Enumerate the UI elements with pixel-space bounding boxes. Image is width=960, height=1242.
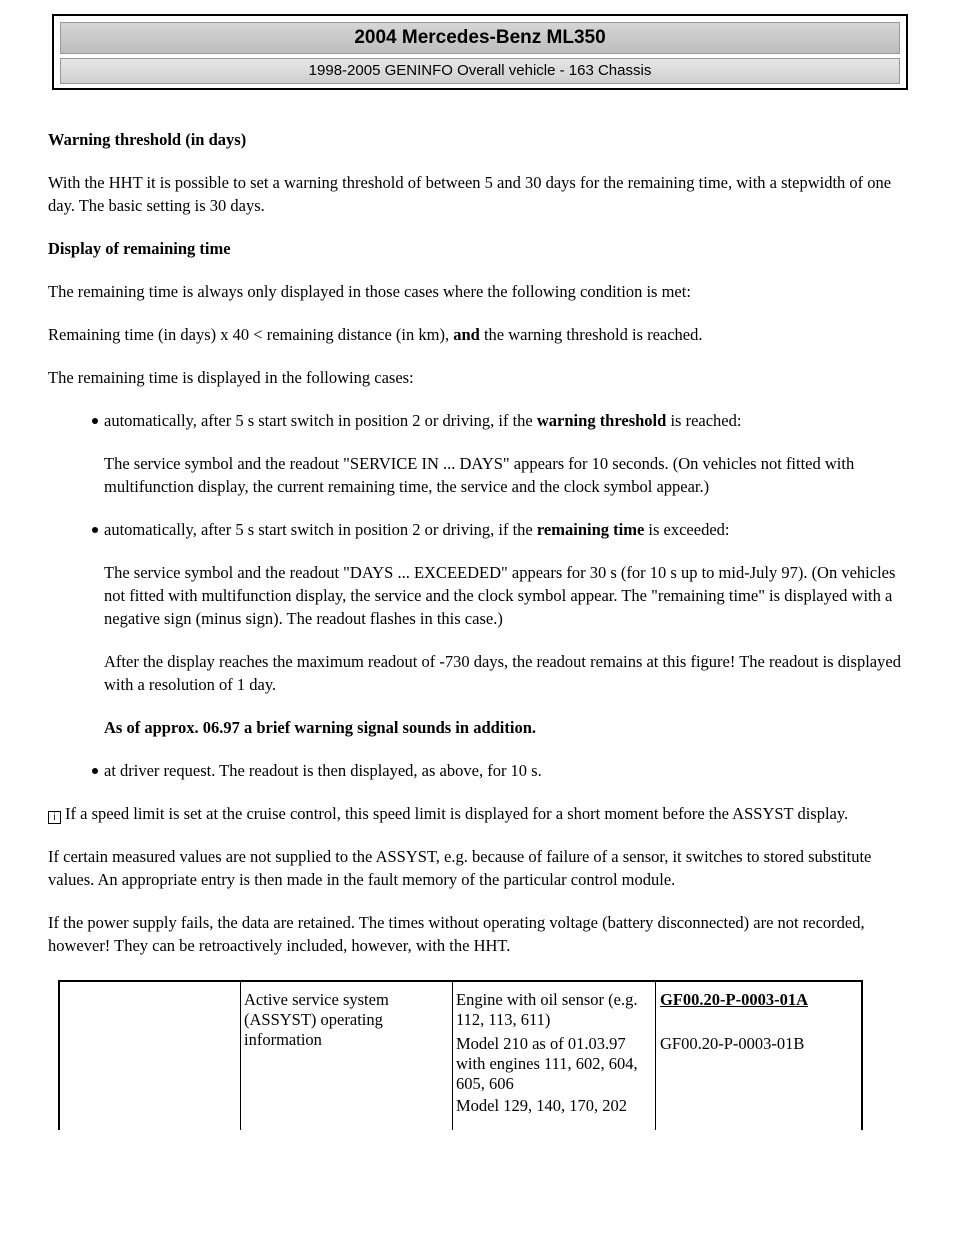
bullet-bold: remaining time bbox=[536, 520, 645, 539]
paragraph-power-supply: If the power supply fails, the data are retained. The times without operating voltage (battery disconnected) are not recorded, however! They can be retroactively included, however, with the HHT. bbox=[48, 913, 865, 955]
paragraph-cases: The remaining time is displayed in the following cases: bbox=[48, 368, 414, 387]
heading-warning-threshold: Warning threshold (in days) bbox=[48, 130, 247, 149]
bullet-text: automatically, after 5 s start switch in position 2 or driving, if the bbox=[104, 411, 537, 430]
bullet-icon bbox=[92, 768, 98, 774]
page-header bbox=[52, 14, 908, 90]
note-paragraph bbox=[48, 802, 908, 825]
paragraph-threshold: With the HHT it is possible to set a warning threshold of between 5 and 30 days for the remaining time, with a stepwidth of one day. The basic setting is 30 days. bbox=[48, 173, 892, 215]
bullet-icon bbox=[92, 418, 98, 424]
document-body bbox=[48, 128, 908, 977]
reference-table bbox=[58, 980, 863, 1130]
paragraph-substitute-values: If certain measured values are not supplied to the ASSYST, e.g. because of failure of a sensor, it switches to stored substitute values. An appropriate entry is then made in the fault memory of the particular control module. bbox=[48, 847, 872, 889]
bullet-subparagraph-bold: As of approx. 06.97 a brief warning signal sounds in addition. bbox=[104, 718, 537, 737]
bullet-tail: is exceeded: bbox=[644, 520, 730, 539]
formula-tail: the warning threshold is reached. bbox=[479, 325, 703, 344]
header-subtitle: 1998-2005 GENINFO Overall vehicle - 163 Chassis bbox=[60, 58, 900, 84]
formula-text: Remaining time (in days) x 40 < remaining distance (in km), bbox=[48, 325, 454, 344]
paragraph-formula bbox=[48, 323, 908, 346]
table-divider bbox=[655, 982, 656, 1130]
table-divider bbox=[240, 982, 241, 1130]
bullet-text: automatically, after 5 s start switch in position 2 or driving, if the bbox=[104, 520, 537, 539]
document-link[interactable]: GF00.20-P-0003-01A bbox=[660, 990, 809, 1009]
bullet-subparagraph: After the display reaches the maximum readout of -730 days, the readout remains at this figure! The readout is displayed with a resolution of 1 day. bbox=[104, 652, 901, 694]
bullet-text: at driver request. The readout is then displayed, as above, for 10 s. bbox=[104, 761, 542, 780]
header-title: 2004 Mercedes-Benz ML350 bbox=[60, 22, 900, 54]
bullet-tail: is reached: bbox=[666, 411, 742, 430]
table-divider bbox=[452, 982, 453, 1130]
table-cell-applicability: Model 129, 140, 170, 202 bbox=[456, 1096, 627, 1115]
info-icon: i bbox=[48, 811, 61, 824]
list-item bbox=[48, 759, 908, 782]
bullet-subparagraph: The service symbol and the readout "DAYS ... EXCEEDED" appears for 30 s (for 10 s up to mid-July 97). (On vehicles not fitted with multifunction display, the service and the clock symbol appear. The "remaining time" is displayed with a negative sign (minus sign). The readout flashes in this case.) bbox=[104, 563, 896, 628]
list-item bbox=[48, 409, 908, 432]
bullet-icon bbox=[92, 527, 98, 533]
table-cell-applicability: Engine with oil sensor (e.g. 112, 113, 611) bbox=[456, 990, 638, 1029]
table-cell-topic: Active service system (ASSYST) operating information bbox=[244, 990, 389, 1049]
bullet-subparagraph: The service symbol and the readout "SERVICE IN ... DAYS" appears for 10 seconds. (On vehicles not fitted with multifunction display, the current remaining time, the service and the clock symbol appear.) bbox=[104, 454, 855, 496]
note-text: If a speed limit is set at the cruise control, this speed limit is displayed for a short moment before the ASSYST display. bbox=[65, 804, 849, 823]
formula-and: and bbox=[453, 325, 480, 344]
paragraph-condition: The remaining time is always only displayed in those cases where the following condition is met: bbox=[48, 282, 691, 301]
bullet-bold: warning threshold bbox=[536, 411, 667, 430]
heading-display-remaining-time: Display of remaining time bbox=[48, 239, 231, 258]
table-cell-reference: GF00.20-P-0003-01B bbox=[660, 1034, 805, 1053]
list-item bbox=[48, 518, 908, 541]
table-cell-applicability: Model 210 as of 01.03.97 with engines 111, 602, 604, 605, 606 bbox=[456, 1034, 638, 1093]
